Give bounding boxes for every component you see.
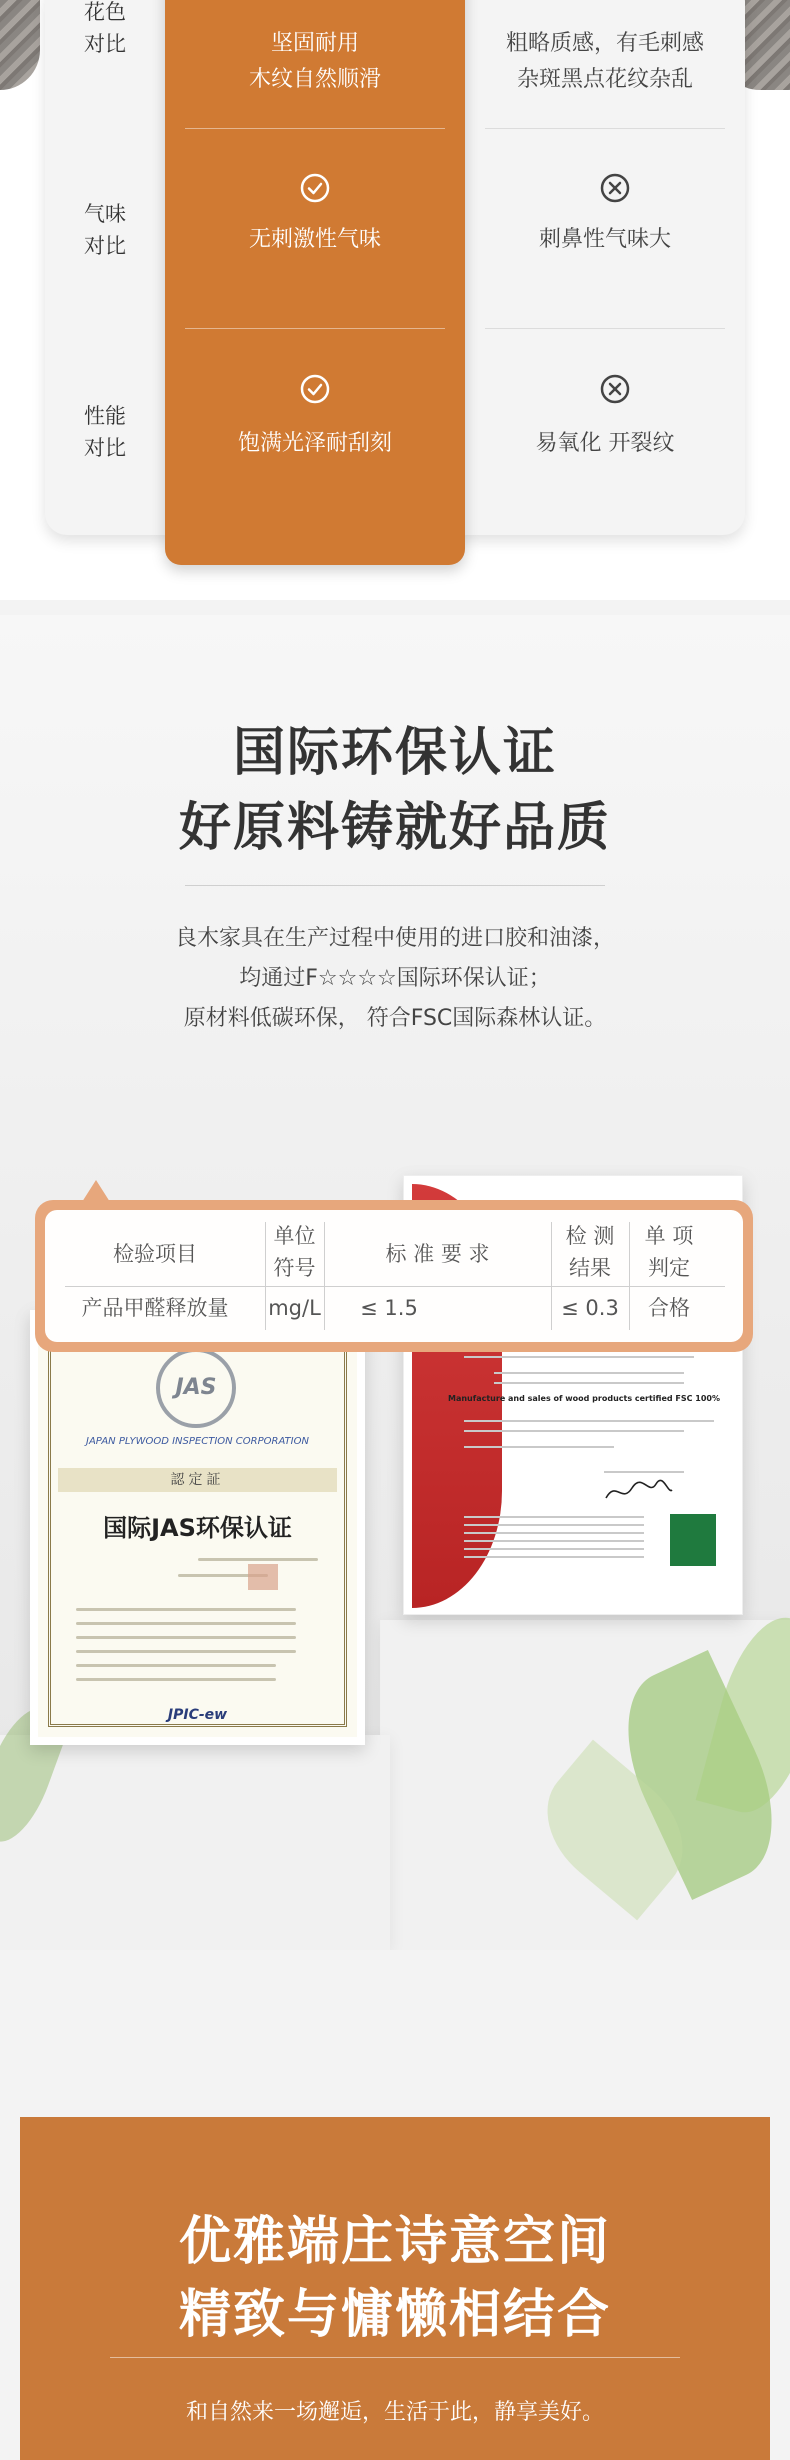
spec-bubble-tail	[82, 1180, 110, 1202]
row-label-performance: 性能 对比	[84, 404, 126, 460]
text-line	[464, 1548, 644, 1550]
text-line	[76, 1636, 296, 1639]
signature-icon	[604, 1476, 674, 1506]
bottom-banner	[20, 2117, 770, 2460]
good-performance-text: 饱满光泽耐刮刻	[237, 431, 392, 456]
header-standard: 标 准 要 求	[385, 1242, 490, 1266]
banner-title-line2: 精致与慵懒相结合	[178, 2284, 611, 2345]
header-unit: 单位 符号	[273, 1224, 316, 1280]
text-line	[464, 1532, 644, 1534]
display-pedestal-left	[0, 1735, 390, 1950]
bad-performance-text: 易氧化 开裂纹	[535, 431, 675, 456]
comparison-section	[0, 0, 790, 600]
cert-desc-line3: 原材料低碳环保， 符合FSC国际森林认证。	[183, 1006, 607, 1031]
jas-organization: JAPAN PLYWOOD INSPECTION CORPORATION	[86, 1436, 309, 1447]
divider	[485, 328, 725, 329]
banner-title-line1: 优雅端庄诗意空间	[178, 2211, 611, 2272]
text-line	[198, 1558, 318, 1561]
text-line	[464, 1356, 694, 1358]
text-line	[494, 1372, 684, 1374]
cert-desc-line1: 良木家具在生产过程中使用的进口胶和油漆，	[174, 926, 615, 951]
text-line	[464, 1540, 644, 1542]
text-line	[76, 1678, 276, 1681]
check-circle-icon	[300, 173, 330, 203]
spec-table	[45, 1210, 743, 1342]
fsc-logo-icon	[670, 1514, 716, 1566]
header-item: 检验项目	[113, 1242, 197, 1266]
row-label-pattern: 花色 对比	[84, 0, 126, 56]
jas-logo-icon: JAS	[156, 1348, 236, 1428]
cert-title-line1: 国际环保认证	[232, 722, 557, 783]
jas-footer-logo: JPIC-ew	[167, 1707, 228, 1723]
cert-title-line2: 好原料铸就好品质	[178, 797, 611, 858]
cert-desc-line2: 均通过F☆☆☆☆国际环保认证；	[239, 966, 551, 991]
spec-table-card	[35, 1200, 753, 1352]
cell-result: ≤ 0.3	[561, 1296, 619, 1320]
header-judge: 单 项 判定	[644, 1224, 694, 1280]
text-line	[464, 1556, 644, 1558]
cell-standard: ≤ 1.5	[360, 1296, 418, 1320]
cert-divider	[185, 885, 605, 886]
wood-sample-image-left	[0, 0, 40, 90]
text-line	[464, 1420, 714, 1422]
table-divider	[65, 1286, 725, 1287]
jas-title: 国际JAS环保认证	[103, 1514, 292, 1542]
divider	[185, 128, 445, 129]
cell-item: 产品甲醛释放量	[81, 1296, 229, 1320]
jas-band: 認定証	[58, 1468, 337, 1492]
header-result: 检 测 结果	[565, 1224, 615, 1280]
banner-divider	[110, 2357, 680, 2358]
certificate-scope: Manufacture and sales of wood products certified FSC 100%	[447, 1394, 721, 1403]
good-smell-text: 无刺激性气味	[248, 227, 381, 252]
text-line	[76, 1608, 296, 1611]
x-circle-icon	[600, 374, 630, 404]
text-line	[604, 1471, 684, 1473]
good-pattern-text: 坚固耐用 木纹自然顺滑	[248, 31, 381, 92]
jas-certificate-image	[30, 1310, 365, 1745]
row-label-smell: 气味 对比	[84, 202, 126, 258]
x-circle-icon	[600, 173, 630, 203]
jas-seal-icon	[248, 1564, 278, 1590]
text-line	[464, 1524, 644, 1526]
check-circle-icon	[300, 374, 330, 404]
divider	[185, 328, 445, 329]
text-line	[464, 1516, 644, 1518]
text-line	[76, 1650, 296, 1653]
cell-unit: mg/L	[268, 1296, 321, 1320]
bad-smell-text: 刺鼻性气味大	[538, 227, 671, 252]
text-line	[76, 1664, 276, 1667]
text-line	[464, 1430, 684, 1432]
banner-subtitle: 和自然来一场邂逅，生活于此，静享美好。	[185, 2400, 604, 2425]
cell-judge: 合格	[648, 1296, 690, 1320]
text-line	[464, 1446, 614, 1448]
divider	[485, 128, 725, 129]
bad-pattern-text: 粗略质感，有毛刺感 杂斑黑点花纹杂乱	[505, 31, 704, 92]
text-line	[76, 1622, 296, 1625]
text-line	[494, 1382, 684, 1384]
